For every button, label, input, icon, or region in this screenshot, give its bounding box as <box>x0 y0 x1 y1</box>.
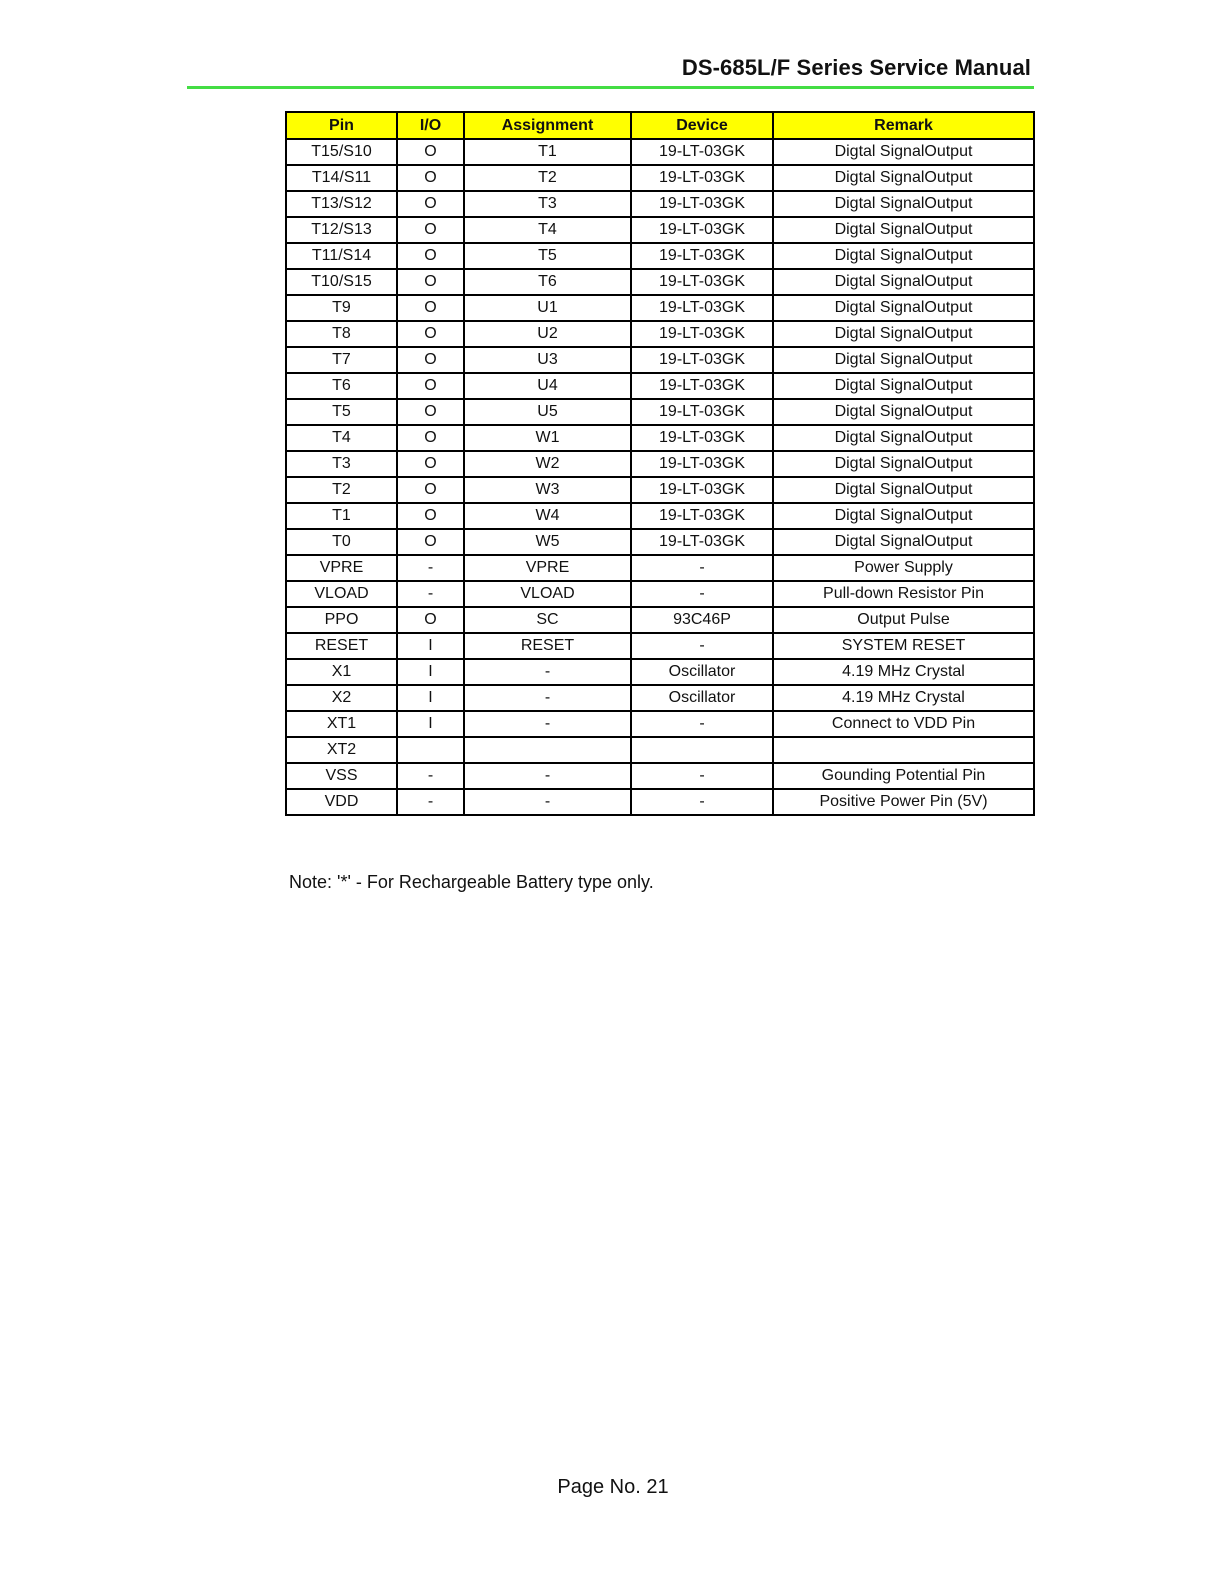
table-cell-assignment: SC <box>464 607 631 633</box>
column-header-pin: Pin <box>286 112 397 139</box>
table-row <box>286 295 1034 321</box>
table-row <box>286 451 1034 477</box>
table-cell-device: Oscillator <box>631 659 773 685</box>
table-cell-remark: Digtal SignalOutput <box>773 347 1034 373</box>
table-cell-remark: Digtal SignalOutput <box>773 243 1034 269</box>
table-cell-pin: T8 <box>286 321 397 347</box>
table-cell-device: - <box>631 711 773 737</box>
header-divider <box>187 86 1034 89</box>
table-cell-i-o: O <box>397 607 464 633</box>
table-cell-device: - <box>631 763 773 789</box>
table-cell-remark: Pull-down Resistor Pin <box>773 581 1034 607</box>
table-cell-pin: T2 <box>286 477 397 503</box>
table-cell-remark: Digtal SignalOutput <box>773 451 1034 477</box>
table-cell-remark: Digtal SignalOutput <box>773 373 1034 399</box>
table-cell-device: 19-LT-03GK <box>631 425 773 451</box>
table-cell-assignment: - <box>464 685 631 711</box>
table-row <box>286 373 1034 399</box>
table-cell-pin: T0 <box>286 529 397 555</box>
table-cell-i-o: O <box>397 529 464 555</box>
table-cell-remark <box>773 737 1034 763</box>
table-cell-remark: Digtal SignalOutput <box>773 191 1034 217</box>
table-cell-pin: T7 <box>286 347 397 373</box>
battery-note: Note: '*' - For Rechargeable Battery type only. <box>289 872 654 892</box>
table-cell-i-o: O <box>397 243 464 269</box>
table-row <box>286 607 1034 633</box>
table-row <box>286 711 1034 737</box>
table-cell-remark: Digtal SignalOutput <box>773 269 1034 295</box>
table-cell-assignment: W3 <box>464 477 631 503</box>
table-cell-remark: Positive Power Pin (5V) <box>773 789 1034 815</box>
table-cell-pin: XT2 <box>286 737 397 763</box>
table-cell-pin: T15/S10 <box>286 139 397 165</box>
table-cell-assignment: W5 <box>464 529 631 555</box>
table-cell-pin: T10/S15 <box>286 269 397 295</box>
document-title: DS-685L/F Series Service Manual <box>681 55 1031 80</box>
table-row <box>286 321 1034 347</box>
table-cell-i-o: O <box>397 165 464 191</box>
table-cell-device: 19-LT-03GK <box>631 451 773 477</box>
table-cell-remark: 4.19 MHz Crystal <box>773 685 1034 711</box>
table-cell-device: 19-LT-03GK <box>631 477 773 503</box>
table-cell-i-o: O <box>397 139 464 165</box>
column-header-device: Device <box>631 112 773 139</box>
table-cell-i-o: O <box>397 399 464 425</box>
table-cell-assignment: RESET <box>464 633 631 659</box>
table-row <box>286 425 1034 451</box>
table-cell-pin: T13/S12 <box>286 191 397 217</box>
table-cell-device <box>631 737 773 763</box>
table-cell-device: 19-LT-03GK <box>631 191 773 217</box>
table-cell-remark: Digtal SignalOutput <box>773 477 1034 503</box>
table-cell-pin: XT1 <box>286 711 397 737</box>
table-cell-assignment: - <box>464 659 631 685</box>
table-cell-assignment: W2 <box>464 451 631 477</box>
table-cell-remark: Digtal SignalOutput <box>773 503 1034 529</box>
table-cell-device: 19-LT-03GK <box>631 269 773 295</box>
table-row <box>286 269 1034 295</box>
column-header-assignment: Assignment <box>464 112 631 139</box>
table-cell-device: 19-LT-03GK <box>631 243 773 269</box>
table-cell-pin: X1 <box>286 659 397 685</box>
table-cell-i-o: O <box>397 451 464 477</box>
table-cell-assignment <box>464 737 631 763</box>
table-cell-device: - <box>631 555 773 581</box>
table-cell-remark: 4.19 MHz Crystal <box>773 659 1034 685</box>
table-cell-i-o: O <box>397 295 464 321</box>
table-row <box>286 139 1034 165</box>
table-row <box>286 633 1034 659</box>
table-cell-pin: T3 <box>286 451 397 477</box>
table-cell-assignment: T1 <box>464 139 631 165</box>
table-cell-pin: VLOAD <box>286 581 397 607</box>
table-row <box>286 581 1034 607</box>
table-cell-i-o: O <box>397 269 464 295</box>
pin-assignment-table <box>285 111 1035 816</box>
table-row <box>286 685 1034 711</box>
table-cell-assignment: U2 <box>464 321 631 347</box>
table-cell-assignment: - <box>464 763 631 789</box>
table-cell-remark: Digtal SignalOutput <box>773 139 1034 165</box>
table-cell-pin: T4 <box>286 425 397 451</box>
table-cell-remark: Digtal SignalOutput <box>773 295 1034 321</box>
table-cell-pin: VDD <box>286 789 397 815</box>
table-cell-pin: T5 <box>286 399 397 425</box>
table-cell-device: 19-LT-03GK <box>631 165 773 191</box>
table-header-row <box>286 112 1034 139</box>
table-cell-remark: SYSTEM RESET <box>773 633 1034 659</box>
table-cell-pin: T11/S14 <box>286 243 397 269</box>
table-cell-device: Oscillator <box>631 685 773 711</box>
table-cell-assignment: - <box>464 789 631 815</box>
table-cell-i-o: - <box>397 555 464 581</box>
table-row <box>286 191 1034 217</box>
table-row <box>286 659 1034 685</box>
table-cell-pin: RESET <box>286 633 397 659</box>
table-cell-device: 19-LT-03GK <box>631 529 773 555</box>
table-cell-device: 19-LT-03GK <box>631 399 773 425</box>
table-cell-i-o: I <box>397 711 464 737</box>
table-cell-i-o: O <box>397 321 464 347</box>
table-cell-i-o: O <box>397 503 464 529</box>
table-cell-i-o: I <box>397 633 464 659</box>
table-cell-remark: Power Supply <box>773 555 1034 581</box>
table-cell-device: 19-LT-03GK <box>631 347 773 373</box>
table-cell-device: 19-LT-03GK <box>631 139 773 165</box>
table-cell-device: - <box>631 633 773 659</box>
table-cell-remark: Digtal SignalOutput <box>773 425 1034 451</box>
table-row <box>286 789 1034 815</box>
table-cell-assignment: U3 <box>464 347 631 373</box>
table-cell-device: 19-LT-03GK <box>631 295 773 321</box>
table-cell-pin: T12/S13 <box>286 217 397 243</box>
table-cell-device: - <box>631 581 773 607</box>
table-cell-device: 19-LT-03GK <box>631 503 773 529</box>
table-cell-assignment: U5 <box>464 399 631 425</box>
table-cell-i-o: O <box>397 373 464 399</box>
table-row <box>286 217 1034 243</box>
page-number: Page No. 21 <box>557 1476 669 1498</box>
table-row <box>286 555 1034 581</box>
table-cell-remark: Digtal SignalOutput <box>773 321 1034 347</box>
table-row <box>286 529 1034 555</box>
table-cell-assignment: VLOAD <box>464 581 631 607</box>
table-row <box>286 347 1034 373</box>
table-row <box>286 737 1034 763</box>
table-cell-i-o: O <box>397 425 464 451</box>
table-cell-i-o: O <box>397 191 464 217</box>
table-cell-pin: VSS <box>286 763 397 789</box>
column-header-i-o: I/O <box>397 112 464 139</box>
table-cell-remark: Gounding Potential Pin <box>773 763 1034 789</box>
table-cell-assignment: T3 <box>464 191 631 217</box>
table-cell-device: 19-LT-03GK <box>631 217 773 243</box>
table-cell-assignment: T5 <box>464 243 631 269</box>
table-cell-pin: T14/S11 <box>286 165 397 191</box>
table-cell-i-o <box>397 737 464 763</box>
table-cell-remark: Digtal SignalOutput <box>773 165 1034 191</box>
table-cell-remark: Connect to VDD Pin <box>773 711 1034 737</box>
table-cell-i-o: O <box>397 477 464 503</box>
table-cell-assignment: T4 <box>464 217 631 243</box>
table-body <box>286 139 1034 815</box>
table-cell-pin: PPO <box>286 607 397 633</box>
table-cell-assignment: - <box>464 711 631 737</box>
table-cell-pin: T1 <box>286 503 397 529</box>
table-cell-assignment: W1 <box>464 425 631 451</box>
table-cell-i-o: O <box>397 217 464 243</box>
table-row <box>286 763 1034 789</box>
table-cell-assignment: VPRE <box>464 555 631 581</box>
table-cell-remark: Digtal SignalOutput <box>773 217 1034 243</box>
table-cell-remark: Digtal SignalOutput <box>773 399 1034 425</box>
table-row <box>286 477 1034 503</box>
table-cell-pin: T6 <box>286 373 397 399</box>
table-cell-i-o: - <box>397 763 464 789</box>
table-cell-assignment: T6 <box>464 269 631 295</box>
table-row <box>286 243 1034 269</box>
table-cell-device: - <box>631 789 773 815</box>
table-cell-i-o: I <box>397 685 464 711</box>
table-cell-pin: T9 <box>286 295 397 321</box>
table-row <box>286 503 1034 529</box>
table-cell-remark: Output Pulse <box>773 607 1034 633</box>
table-cell-remark: Digtal SignalOutput <box>773 529 1034 555</box>
table-cell-i-o: O <box>397 347 464 373</box>
table-cell-device: 19-LT-03GK <box>631 321 773 347</box>
table-cell-assignment: T2 <box>464 165 631 191</box>
table-cell-assignment: U4 <box>464 373 631 399</box>
table-cell-assignment: W4 <box>464 503 631 529</box>
table-cell-pin: VPRE <box>286 555 397 581</box>
table-cell-i-o: I <box>397 659 464 685</box>
table-row <box>286 165 1034 191</box>
table-cell-i-o: - <box>397 581 464 607</box>
table-row <box>286 399 1034 425</box>
column-header-remark: Remark <box>773 112 1034 139</box>
table-cell-assignment: U1 <box>464 295 631 321</box>
table-cell-device: 19-LT-03GK <box>631 373 773 399</box>
table-cell-device: 93C46P <box>631 607 773 633</box>
table-cell-pin: X2 <box>286 685 397 711</box>
table-cell-i-o: - <box>397 789 464 815</box>
